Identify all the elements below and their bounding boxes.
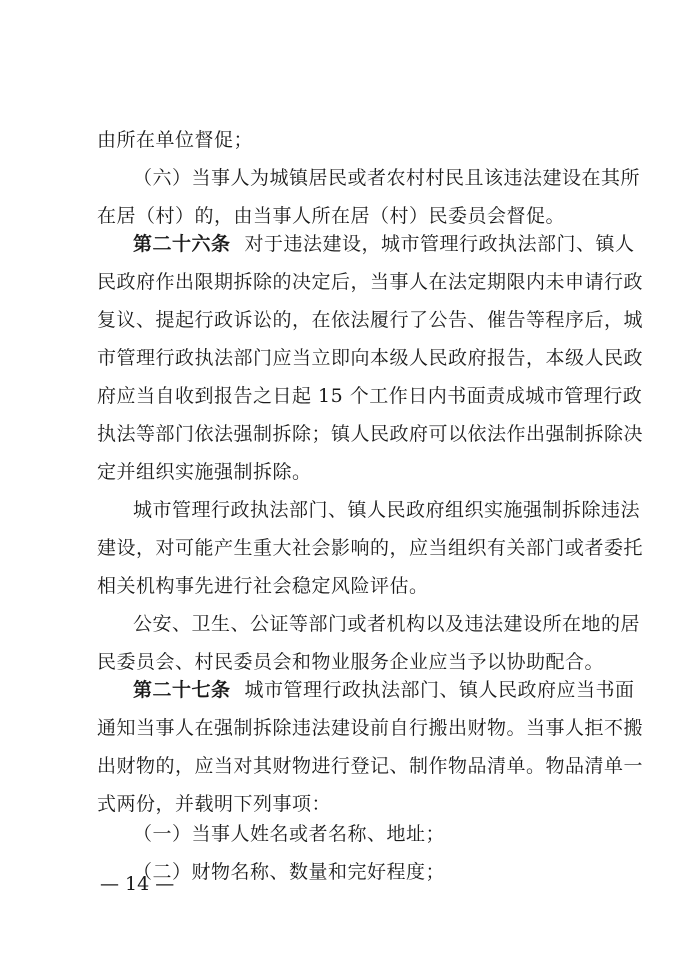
text-line: 在居（村）的，由当事人所在居（村）民委员会督促。 (97, 205, 566, 227)
page-number: — 14 — (100, 873, 175, 895)
text-line: 相关机构事先进行社会稳定风险评估。 (97, 575, 429, 597)
text-line: 定并组织实施强制拆除。 (97, 461, 312, 483)
article-26-title: 第二十六条 (133, 233, 231, 255)
article-26-first-line (133, 225, 635, 263)
text-line: 对于违法建设，城市管理行政执法部门、镇人 (244, 233, 635, 255)
text-line: 式两份，并载明下列事项： (97, 793, 332, 815)
text-line: （一）当事人姓名或者名称、地址； (133, 823, 446, 845)
text-line: 执法等部门依法强制拆除；镇人民政府可以依法作出强制拆除决 (97, 423, 644, 445)
text-line: 市管理行政执法部门应当立即向本级人民政府报告，本级人民政 (97, 347, 644, 369)
text-line: 复议、提起行政诉讼的，在依法履行了公告、催告等程序后，城 (97, 309, 644, 331)
text-line: 城市管理行政执法部门、镇人民政府组织实施强制拆除违法 (133, 499, 641, 521)
text-line: 公安、卫生、公证等部门或者机构以及违法建设所在地的居 (133, 613, 641, 635)
article-27-title: 第二十七条 (133, 679, 231, 701)
article-27-first-line (133, 671, 635, 709)
text-line: 建设，对可能产生重大社会影响的，应当组织有关部门或者委托 (97, 537, 644, 559)
text-line: 通知当事人在强制拆除违法建设前自行搬出财物。当事人拒不搬 (97, 717, 644, 739)
text-line: 民委员会、村民委员会和物业服务企业应当予以协助配合。 (97, 651, 605, 673)
text-line: 府应当自收到报告之日起 15 个工作日内书面责成城市管理行政 (97, 385, 643, 407)
text-line: （六）当事人为城镇居民或者农村村民且该违法建设在其所 (133, 167, 641, 189)
text-line: （二）财物名称、数量和完好程度； (133, 861, 446, 883)
text-line: 由所在单位督促； (97, 129, 254, 151)
text-line: 出财物的，应当对其财物进行登记、制作物品清单。物品清单一 (97, 755, 644, 777)
text-line: 民政府作出限期拆除的决定后，当事人在法定期限内未申请行政 (97, 271, 644, 293)
text-line: 城市管理行政执法部门、镇人民政府应当书面 (244, 679, 635, 701)
